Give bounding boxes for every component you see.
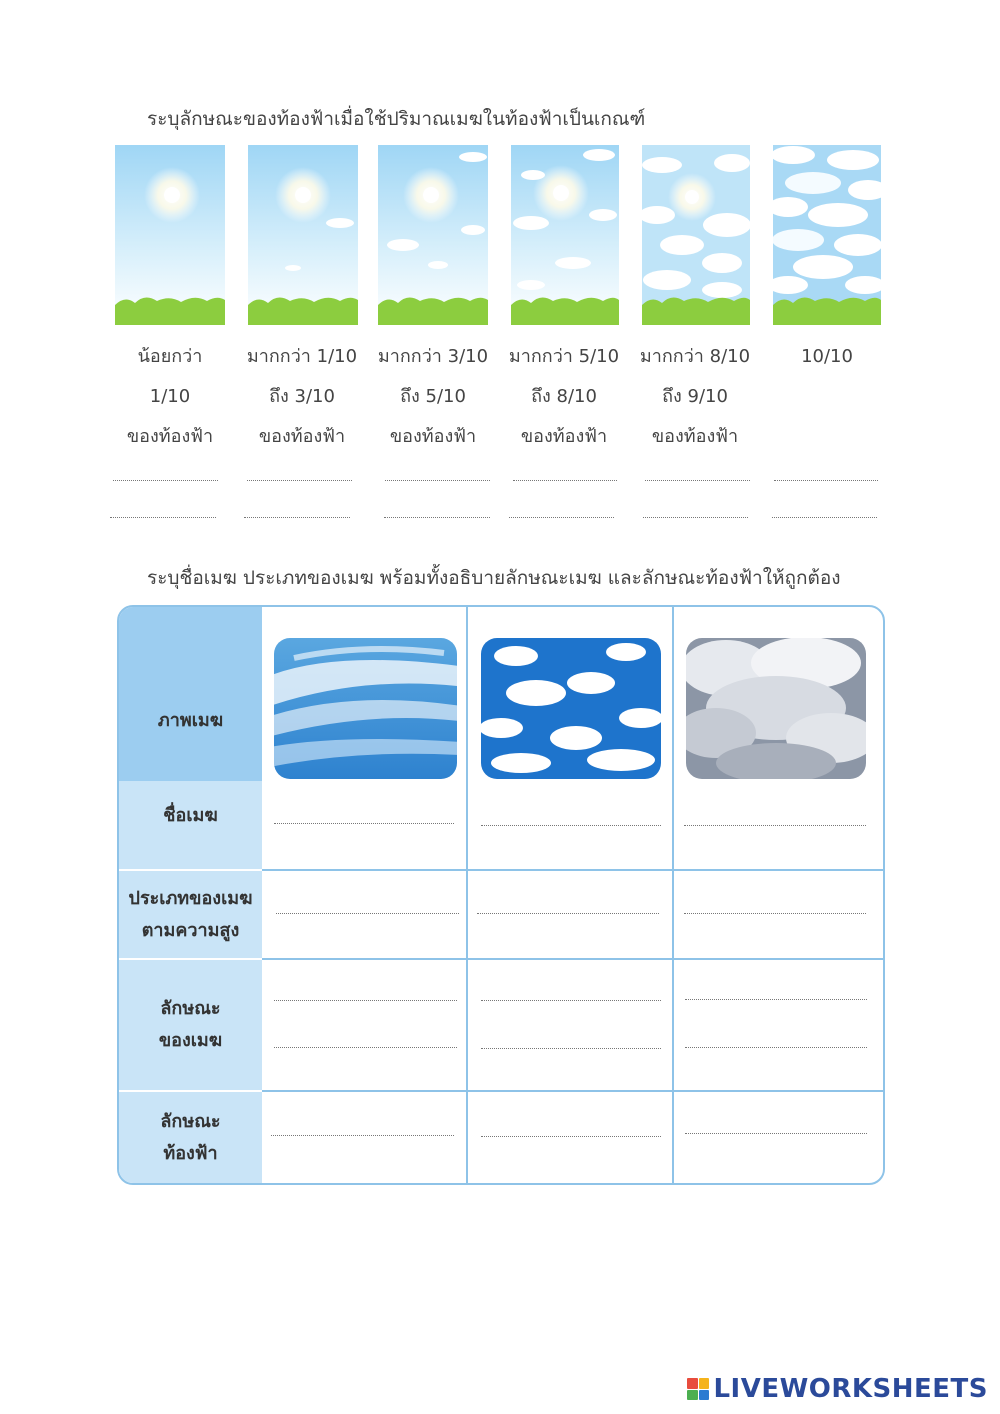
answer-line[interactable] [481, 825, 661, 826]
answer-line[interactable] [110, 517, 216, 518]
answer-line[interactable] [481, 1000, 661, 1001]
divider [262, 869, 883, 871]
answer-line[interactable] [509, 517, 614, 518]
answer-line[interactable] [385, 480, 490, 481]
answer-line[interactable] [513, 480, 617, 481]
answer-line[interactable] [774, 480, 878, 481]
sky-panel-2 [248, 145, 358, 325]
row-label-sky: ลักษณะ ท้องฟ้า [160, 1110, 221, 1164]
sky-panel-1 [115, 145, 225, 325]
row-label-name: ชื่อเมฆ [163, 805, 218, 826]
divider [262, 1090, 883, 1092]
sky-panel-6 [773, 145, 883, 325]
answer-line[interactable] [274, 823, 454, 824]
caption-1: น้อยกว่า 1/10 ของท้องฟ้า [126, 346, 214, 447]
cloud-photo-cumulus [481, 638, 661, 779]
answer-line[interactable] [247, 480, 352, 481]
answer-line[interactable] [643, 517, 748, 518]
answer-line[interactable] [477, 913, 659, 914]
answer-line[interactable] [384, 517, 490, 518]
answer-line[interactable] [274, 1000, 457, 1001]
caption-2: มากกว่า 1/10 ถึง 3/10 ของท้องฟ้า [246, 346, 358, 447]
answer-line[interactable] [685, 1047, 867, 1048]
section1-title: ระบุลักษณะของท้องฟ้าเมื่อใช้ปริมาณเมฆในท้องฟ้าเป็นเกณฑ์ [147, 108, 646, 130]
cloud-photo-cirrus [274, 638, 457, 779]
sky-panel-4 [511, 145, 621, 325]
answer-line[interactable] [271, 1135, 454, 1136]
cloud-photo-stratocumulus [686, 638, 866, 779]
caption-3: มากกว่า 3/10 ถึง 5/10 ของท้องฟ้า [377, 346, 489, 447]
row-label-cloud: ลักษณะ ของเมฆ [158, 998, 223, 1051]
answer-line[interactable] [685, 999, 867, 1000]
row-label-type: ประเภทของเมฆ ตามความสูง [128, 887, 253, 941]
answer-line[interactable] [481, 1136, 661, 1137]
answer-line[interactable] [772, 517, 877, 518]
answer-line[interactable] [481, 1048, 661, 1049]
sky-panel-5 [642, 145, 752, 325]
cloud-table [117, 605, 885, 1185]
answer-line[interactable] [113, 480, 218, 481]
brand-name: LIVEWORKSHEETS [713, 1374, 988, 1404]
liveworksheets-logo [687, 1374, 988, 1404]
answer-line[interactable] [685, 1133, 867, 1134]
answer-line[interactable] [645, 480, 750, 481]
caption-5: มากกว่า 8/10 ถึง 9/10 ของท้องฟ้า [639, 346, 751, 447]
answer-line[interactable] [684, 825, 866, 826]
section2-title: ระบุชื่อเมฆ ประเภทของเมฆ พร้อมทั้งอธิบายลักษณะเมฆ และลักษณะท้องฟ้าให้ถูกต้อง [147, 567, 841, 589]
caption-4: มากกว่า 5/10 ถึง 8/10 ของท้องฟ้า [508, 346, 620, 447]
divider [672, 607, 674, 1183]
answer-line[interactable] [244, 517, 350, 518]
answer-line[interactable] [684, 913, 866, 914]
caption-6: 10/10 [801, 346, 853, 367]
divider [262, 958, 883, 960]
sky-panel-3 [378, 145, 488, 325]
answer-line[interactable] [276, 913, 459, 914]
logo-icon [687, 1378, 709, 1400]
divider [466, 607, 468, 1183]
answer-line[interactable] [274, 1047, 457, 1048]
row-label-image: ภาพเมฆ [157, 710, 224, 731]
